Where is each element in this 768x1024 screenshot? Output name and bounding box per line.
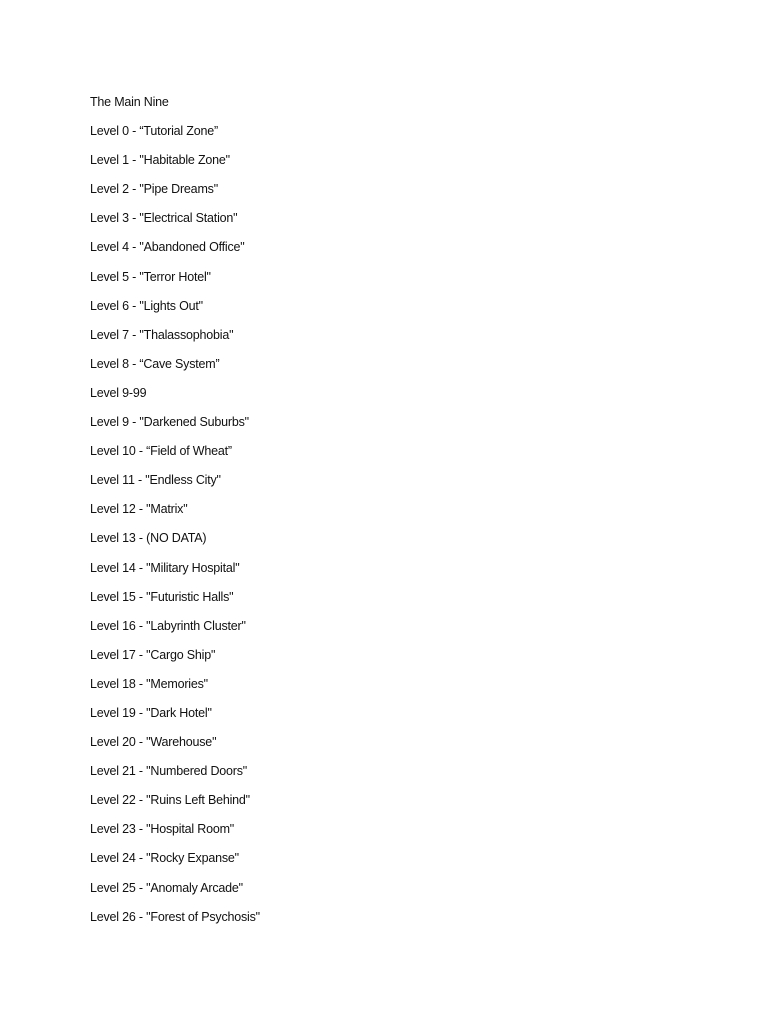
- level-line: Level 15 - "Futuristic Halls": [90, 589, 234, 604]
- level-line: Level 5 - "Terror Hotel": [90, 269, 211, 284]
- level-line: Level 10 - “Field of Wheat”: [90, 444, 232, 459]
- level-line: Level 16 - "Labyrinth Cluster": [90, 618, 246, 633]
- level-line: Level 24 - "Rocky Expanse": [90, 851, 239, 866]
- level-line: Level 9 - "Darkened Suburbs": [90, 415, 249, 430]
- level-line: Level 14 - "Military Hospital": [90, 560, 240, 575]
- level-line: Level 18 - "Memories": [90, 676, 208, 691]
- level-line: Level 23 - "Hospital Room": [90, 822, 235, 837]
- level-line: Level 13 - (NO DATA): [90, 531, 207, 546]
- level-line: Level 11 - "Endless City": [90, 473, 221, 488]
- level-list: [90, 92, 260, 936]
- level-line: Level 3 - "Electrical Station": [90, 211, 238, 226]
- level-line: Level 1 - "Habitable Zone": [90, 153, 230, 168]
- level-line: Level 22 - "Ruins Left Behind": [90, 793, 250, 808]
- level-line: Level 2 - "Pipe Dreams": [90, 182, 218, 197]
- level-line: Level 6 - "Lights Out": [90, 298, 203, 313]
- level-line: Level 12 - "Matrix": [90, 502, 188, 517]
- level-line: Level 25 - "Anomaly Arcade": [90, 880, 243, 895]
- level-line: Level 26 - "Forest of Psychosis": [90, 909, 260, 924]
- level-line: Level 17 - "Cargo Ship": [90, 647, 216, 662]
- section-heading-main-nine: The Main Nine: [90, 95, 169, 109]
- level-line: Level 19 - "Dark Hotel": [90, 705, 212, 720]
- section-heading-level-9-99: Level 9-99: [90, 385, 147, 400]
- level-line: Level 21 - "Numbered Doors": [90, 764, 248, 779]
- level-line: Level 7 - "Thalassophobia": [90, 327, 234, 342]
- level-line: Level 20 - "Warehouse": [90, 735, 217, 750]
- level-line: Level 4 - "Abandoned Office": [90, 240, 245, 255]
- level-line: Level 0 - “Tutorial Zone”: [90, 124, 218, 139]
- level-line: Level 8 - “Cave System”: [90, 356, 220, 371]
